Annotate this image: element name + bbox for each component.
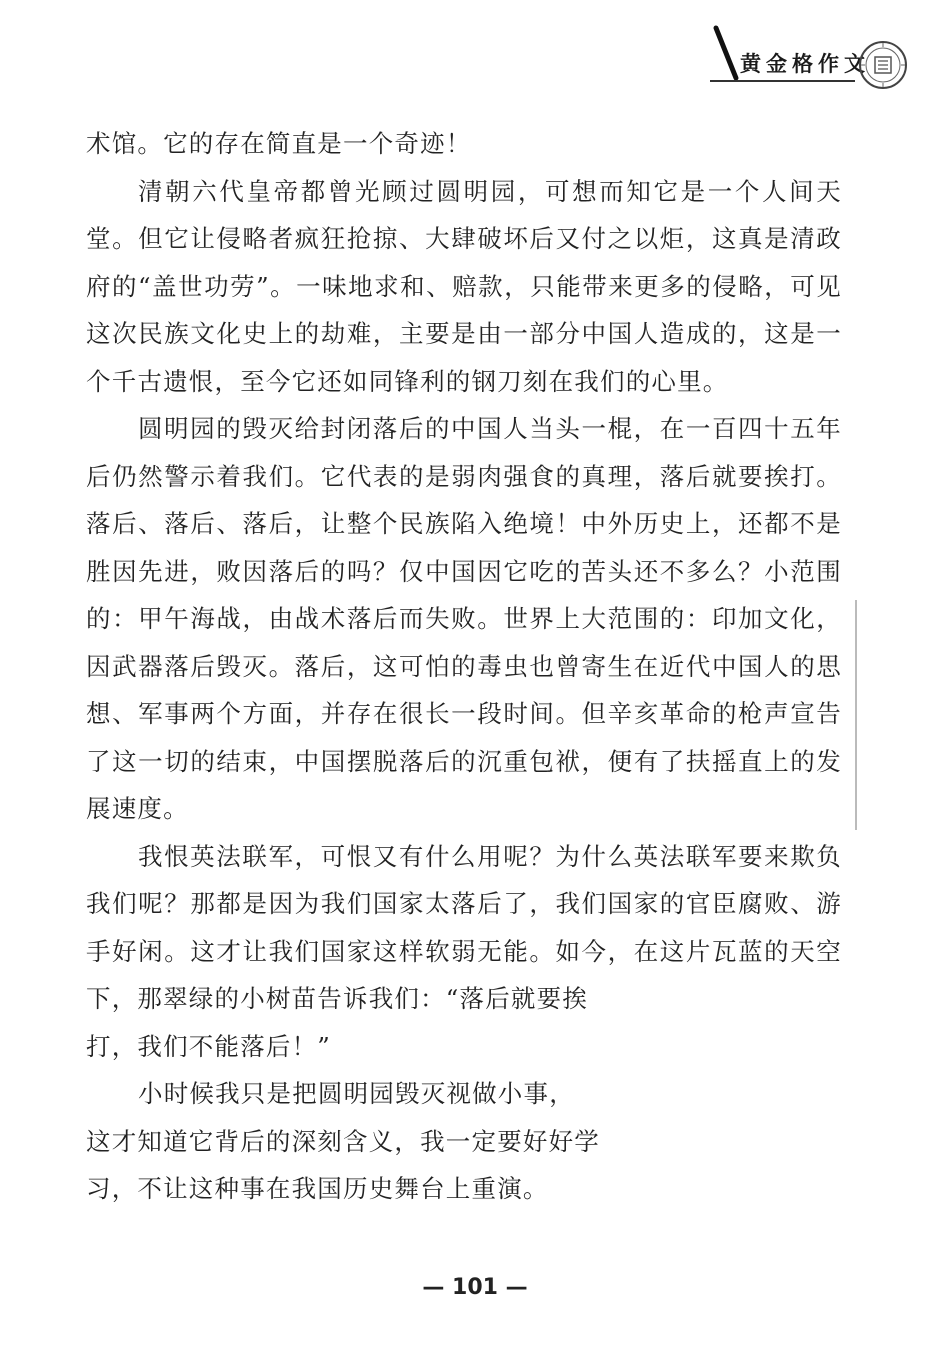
page-number: — 101 — — [422, 1275, 528, 1300]
paragraph-continuation: 术馆。它的存在简直是一个奇迹！ — [86, 129, 472, 158]
paragraph: 小时候我只是把圆明园毁灭视做小事， — [138, 1079, 575, 1108]
paragraph-line: 打，我们不能落后！” — [86, 1031, 332, 1061]
paragraph: 清朝六代皇帝都曾光顾过圆明园，可想而知它是一个人间天堂。但它让侵略者疯狂抢掠、大肆破坏后又付之以炬，这真是清政府的“盖世功劳”。一味地求和、赔款，只能带来更多的侵略，可见这次民族文化史上的劫难，主要是由一部分中国人造成的，这是一个千古遗恨，至今它还如同锋利的钢刀刻在我们的心里。 — [86, 176, 842, 396]
pen-stroke-icon — [712, 24, 742, 84]
paragraph-line: 习，不让这种事在我国历史舞台上重演。 — [86, 1174, 549, 1203]
scan-margin-line — [855, 600, 857, 830]
header-underline — [710, 80, 855, 82]
article-body — [86, 120, 842, 1213]
paragraph: 我恨英法联军，可恨又有什么用呢？为什么英法联军要来欺负我们呢？那都是因为我们国家太落后了，我们国家的官臣腐败、游手好闲。这才让我们国家这样软弱无能。如今，在这片瓦蓝的天空下，那翠绿的小树苗告诉我们：“落后就要挨 — [86, 841, 842, 1013]
paragraph-line: 这才知道它背后的深刻含义，我一定要好好学 — [86, 1126, 600, 1156]
running-header — [700, 18, 940, 80]
header-title: 黄金格作文 — [740, 52, 870, 76]
paragraph: 圆明园的毁灭给封闭落后的中国人当头一棍，在一百四十五年后仍然警示着我们。它代表的是弱肉强食的真理，落后就要挨打。落后、落后、落后，让整个民族陷入绝境！中外历史上，还都不是胜因先进，败因落后的吗？仅中国因它吃的苦头还不多么？小范围的：甲午海战，由战术落后而失败。世界上大范围的：印加文化，因武器落后毁灭。落后，这可怕的毒虫也曾寄生在近代中国人的思想、军事两个方面，并存在很长一段时间。但辛亥革命的枪声宣告了这一切的结束，中国摆脱落后的沉重包袱，便有了扶摇直上的发展速度。 — [86, 414, 842, 823]
university-seal-icon — [858, 40, 908, 90]
